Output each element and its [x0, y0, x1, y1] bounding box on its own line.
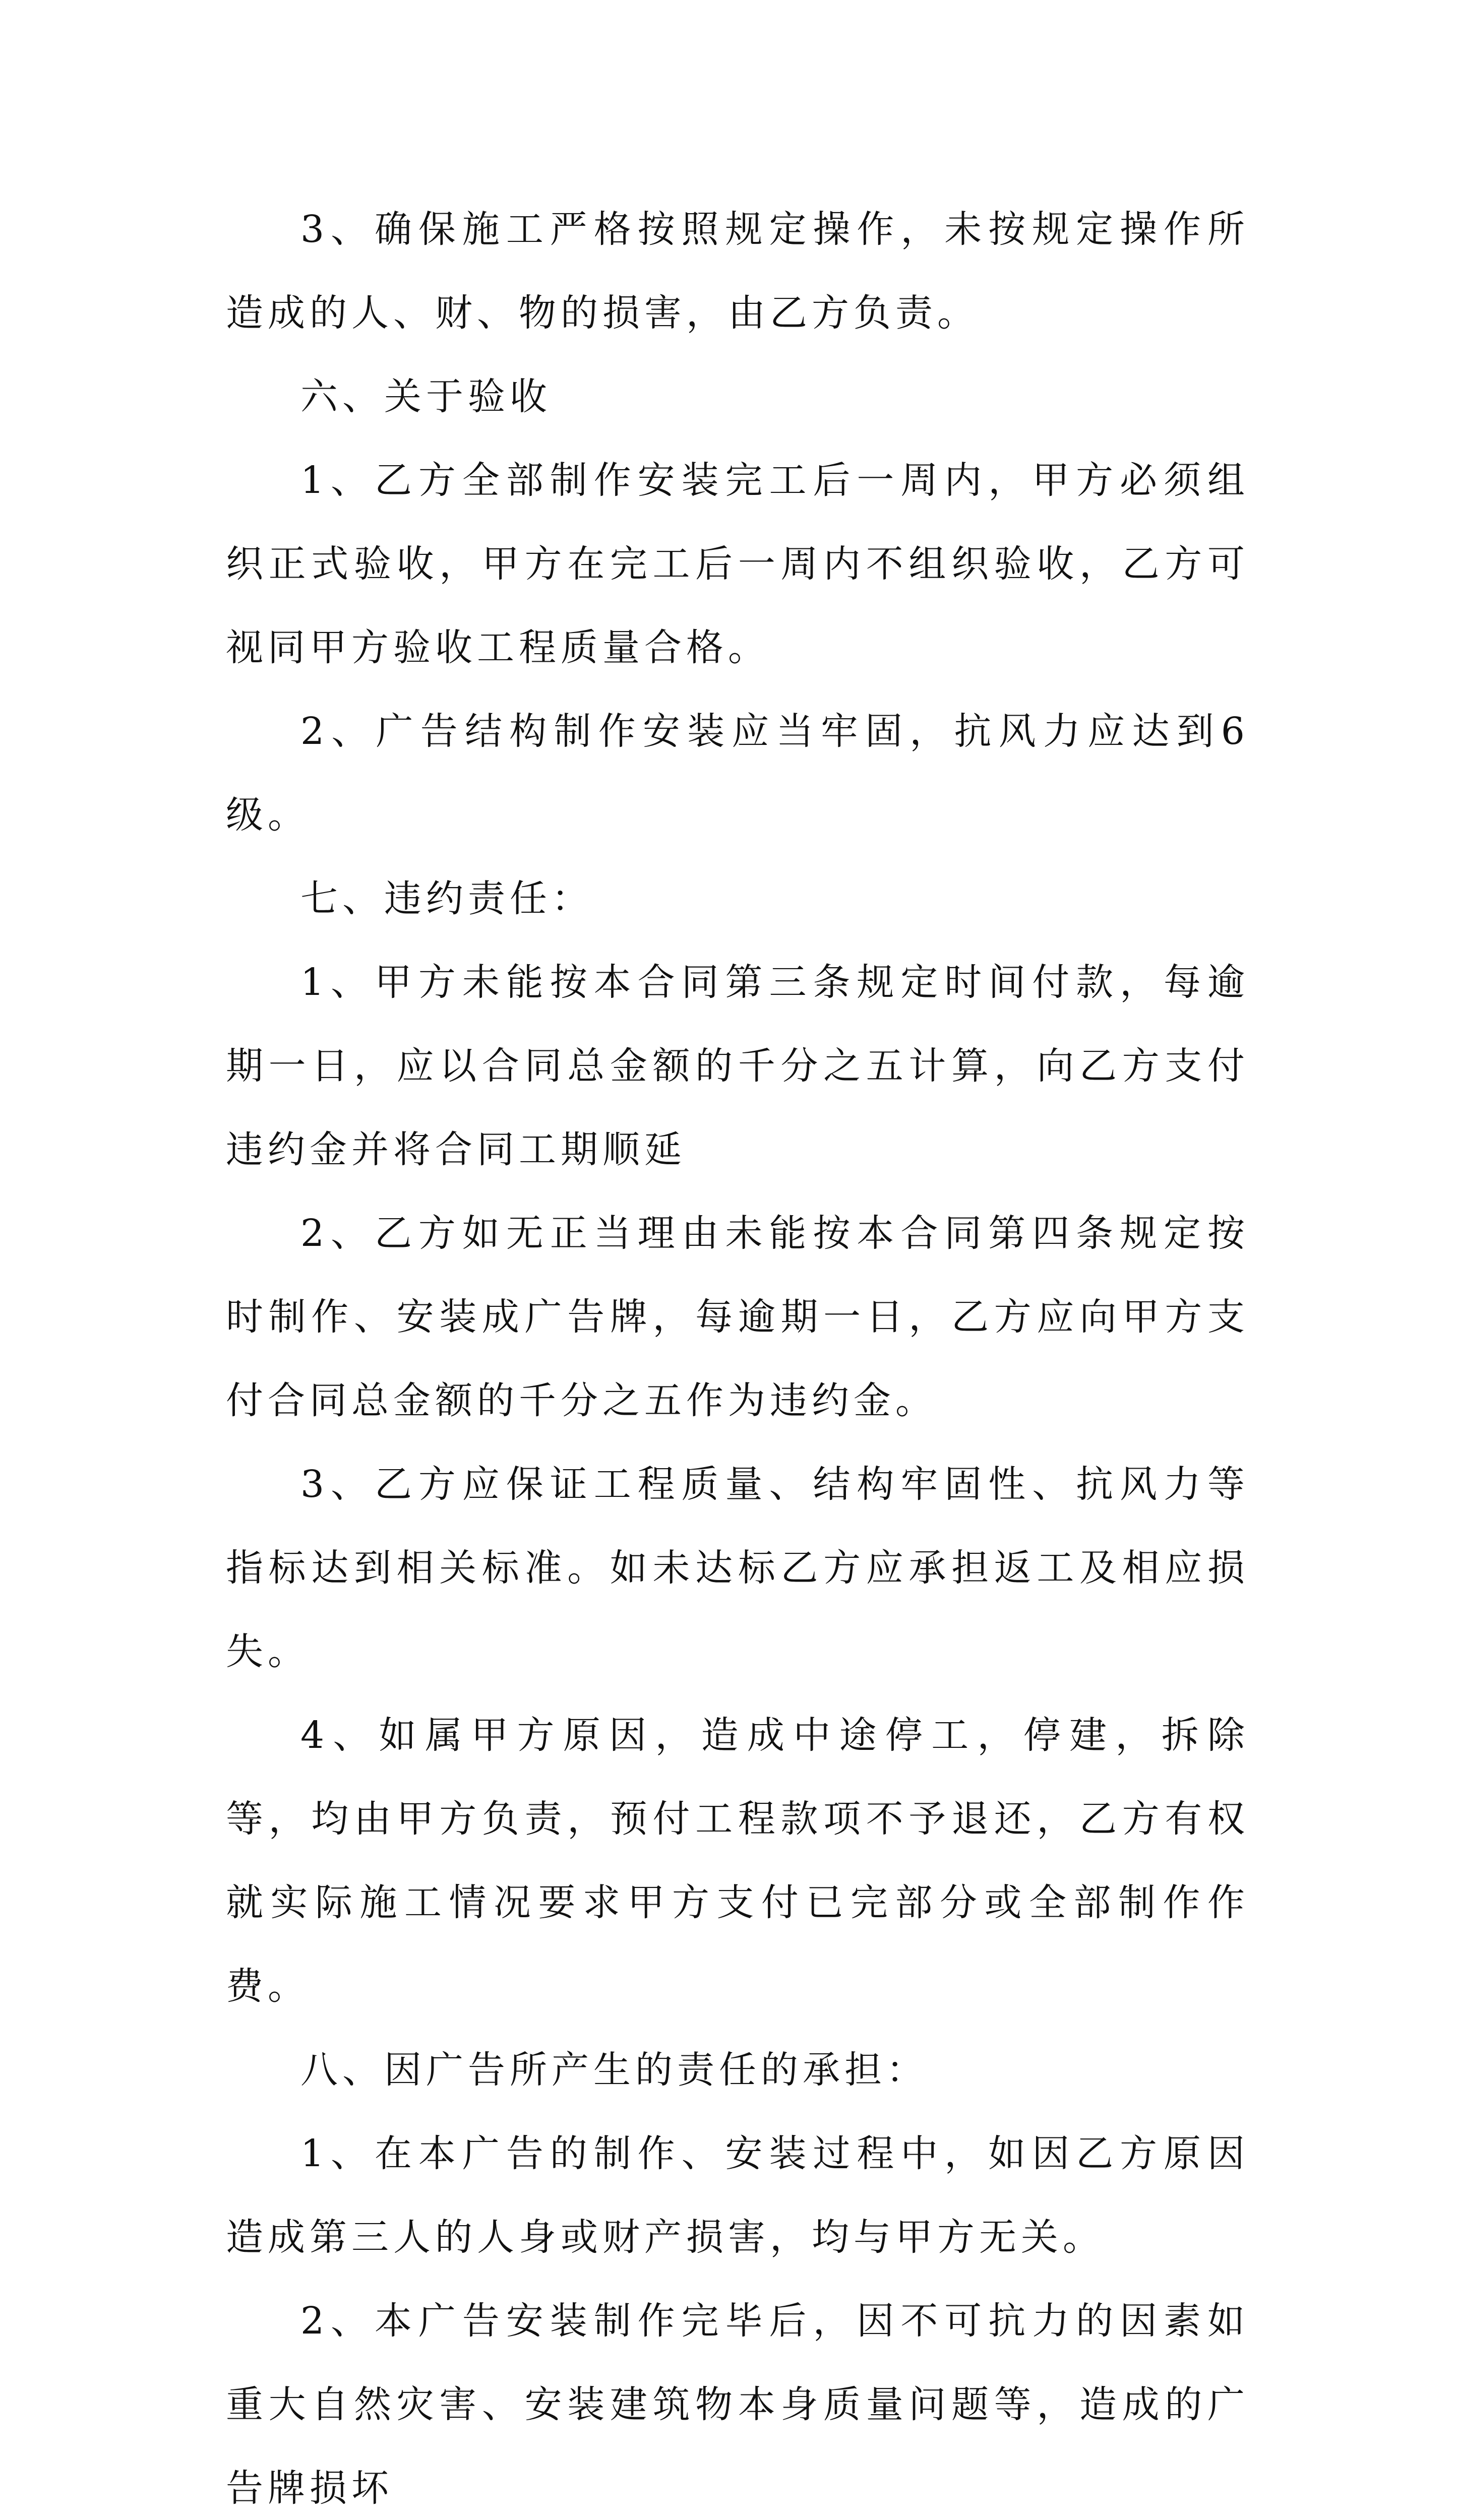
paragraph-clause-7-4: 4、如属甲方原因，造成中途停工，停建，拆除等，均由甲方负责，预付工程款项不予退还，乙方有权就实际施工情况要求甲方支付已完部分或全部制作作费。	[226, 1714, 1249, 2008]
section-heading-acceptance: 六、关于验收	[300, 375, 552, 418]
paragraph-clause-8-2: 2、本广告安装制作完毕后，因不可抗力的因素如重大自然灾害、安装建筑物本身质量问题等，造成的广告牌损坏	[226, 2299, 1249, 2510]
section-heading-breach-liability: 七、违约责任：	[300, 877, 593, 920]
paragraph-clause-8-1: 1、在本广告的制作、安装过程中，如因乙方原因造成第三人的人身或财产损害，均与甲方无关。	[226, 2132, 1249, 2259]
section-heading-ad-liability: 八、因广告所产生的责任的承担：	[300, 2048, 928, 2092]
paragraph-clause-7-2: 2、乙方如无正当理由未能按本合同第四条规定按时制作、安装成广告牌，每逾期一日，乙方应向甲方支付合同总金额的千分之五作为违约金。	[226, 1212, 1249, 1422]
paragraph-clause-6-2: 2、广告结构制作安装应当牢固，抗风力应达到6级。	[226, 710, 1249, 837]
paragraph-clause-6-1: 1、乙方全部制作安装完工后一周内，甲方必须组织正式验收，甲方在完工后一周内不组织验收，乙方可视同甲方验收工程质量合格。	[226, 459, 1249, 669]
paragraph-clause-5-3: 3、确保施工严格按照规定操作，未按规定操作所造成的人、财、物的损害，由乙方负责。	[226, 208, 1249, 335]
paragraph-clause-7-3: 3、乙方应保证工程质量、结构牢固性、抗风力等指标达到相关标准。如未达标乙方应承担返工及相应损失。	[226, 1463, 1249, 1673]
document-body	[226, 187, 1249, 2520]
paragraph-clause-7-1: 1、甲方未能按本合同第三条规定时间付款，每逾期一日，应以合同总金额的千分之五计算，向乙方支付违约金并将合同工期顺延	[226, 961, 1249, 1171]
